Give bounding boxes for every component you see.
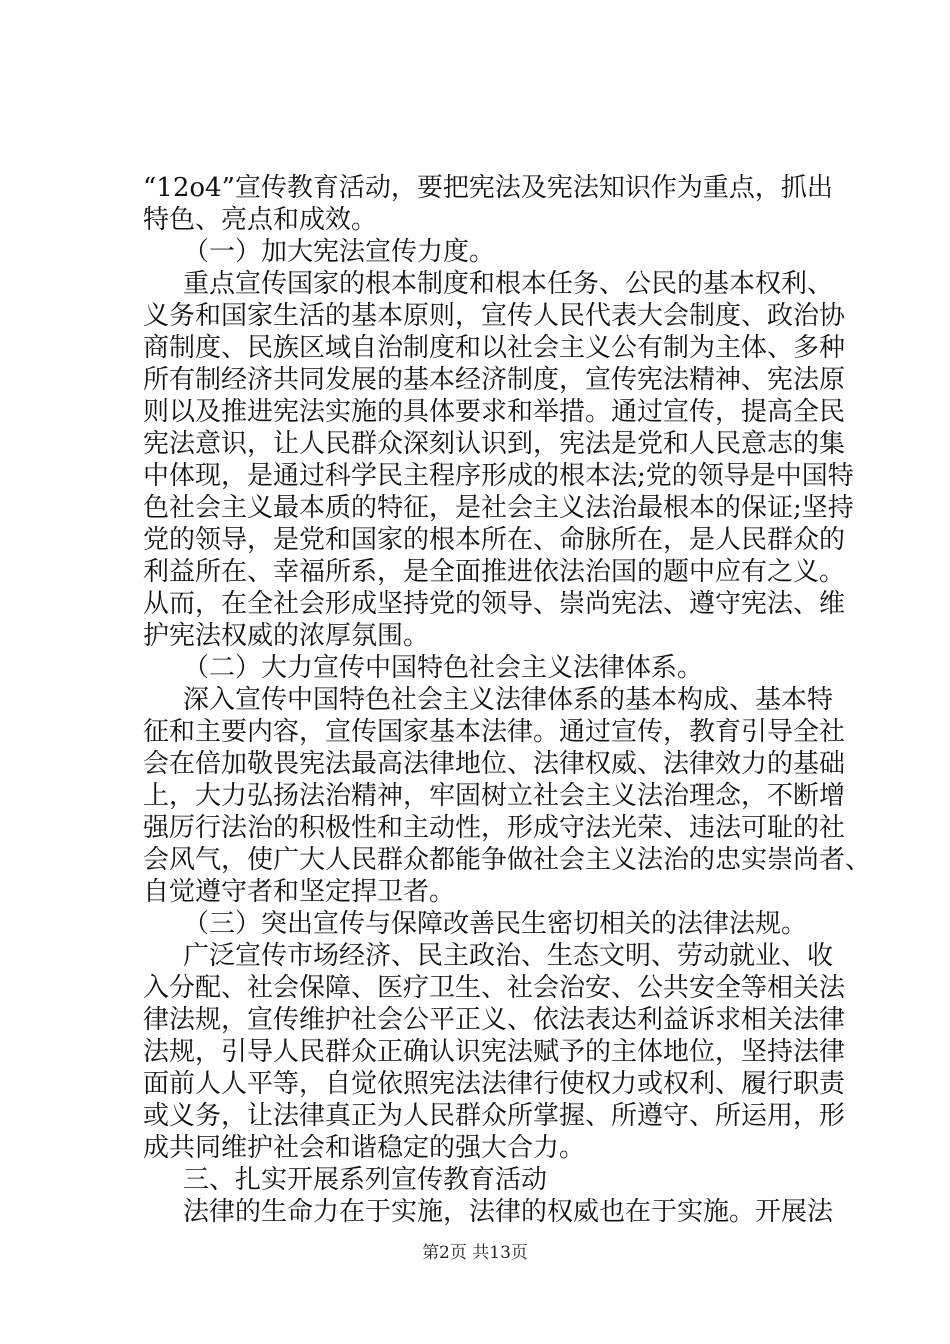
- text-line: （三）突出宣传与保障改善民生密切相关的法律法规。: [183, 909, 808, 939]
- text-line: 特色、亮点和成效。: [143, 205, 378, 235]
- text-line: 征和主要内容，宣传国家基本法律。通过宣传，教育引导全社: [143, 717, 846, 747]
- text-line: 商制度、民族区域自治制度和以社会主义公有制为主体、多种: [143, 333, 846, 363]
- text-line: 所有制经济共同发展的基本经济制度，宣传宪法精神、宪法原: [143, 365, 846, 395]
- text-line: “12o4”宣传教育活动，要把宪法及宪法知识作为重点，抓出: [143, 173, 833, 203]
- document-body: [143, 172, 872, 1228]
- text-line: 会在倍加敬畏宪法最高法律地位、法律权威、法律效力的基础: [143, 749, 846, 779]
- text-line: 法规，引导人民群众正确认识宪法赋予的主体地位，坚持法律: [143, 1037, 846, 1067]
- page-footer: 第2页 共13页: [422, 1243, 528, 1263]
- text-line: 面前人人平等，自觉依照宪法法律行使权力或权利、履行职责: [143, 1069, 846, 1099]
- text-line: 中体现，是通过科学民主程序形成的根本法;党的领导是中国特: [143, 461, 854, 491]
- text-line: 广泛宣传市场经济、民主政治、生态文明、劳动就业、收: [183, 941, 834, 971]
- text-line: 从而，在全社会形成坚持党的领导、崇尚宪法、遵守宪法、维: [143, 589, 846, 619]
- text-line: 自觉遵守者和坚定捍卫者。: [143, 877, 456, 907]
- text-line: 会风气，使广大人民群众都能争做社会主义法治的忠实崇尚者、: [143, 845, 872, 875]
- text-line: 护宪法权威的浓厚氛围。: [143, 621, 430, 651]
- text-line: 重点宣传国家的根本制度和根本任务、公民的基本权利、: [183, 269, 834, 299]
- text-line: 或义务，让法律真正为人民群众所掌握、所遵守、所运用，形: [143, 1101, 846, 1131]
- text-line: 上，大力弘扬法治精神，牢固树立社会主义法治理念，不断增: [143, 781, 846, 811]
- text-line: 入分配、社会保障、医疗卫生、社会治安、公共安全等相关法: [143, 973, 846, 1003]
- text-line: 律法规，宣传维护社会公平正义、依法表达利益诉求相关法律: [143, 1005, 846, 1035]
- text-line: 法律的生命力在于实施，法律的权威也在于实施。开展法: [183, 1197, 834, 1227]
- text-line: （一）加大宪法宣传力度。: [183, 237, 496, 267]
- text-line: 义务和国家生活的基本原则，宣传人民代表大会制度、政治协: [143, 301, 846, 331]
- text-line: 成共同维护社会和谐稳定的强大合力。: [143, 1133, 586, 1163]
- text-line: 三、扎实开展系列宣传教育活动: [183, 1165, 548, 1195]
- text-line: 党的领导，是党和国家的根本所在、命脉所在，是人民群众的: [143, 525, 846, 555]
- text-line: 深入宣传中国特色社会主义法律体系的基本构成、基本特: [183, 685, 834, 715]
- text-line: 则以及推进宪法实施的具体要求和举措。通过宣传，提高全民: [143, 397, 846, 427]
- text-line: 宪法意识，让人民群众深刻认识到，宪法是党和人民意志的集: [143, 429, 846, 459]
- text-line: 强厉行法治的积极性和主动性，形成守法光荣、违法可耻的社: [143, 813, 846, 843]
- text-line: （二）大力宣传中国特色社会主义法律体系。: [183, 653, 704, 683]
- text-line: 利益所在、幸福所系，是全面推进依法治国的题中应有之义。: [143, 557, 846, 587]
- text-line: 色社会主义最本质的特征，是社会主义法治最根本的保证;坚持: [143, 493, 854, 523]
